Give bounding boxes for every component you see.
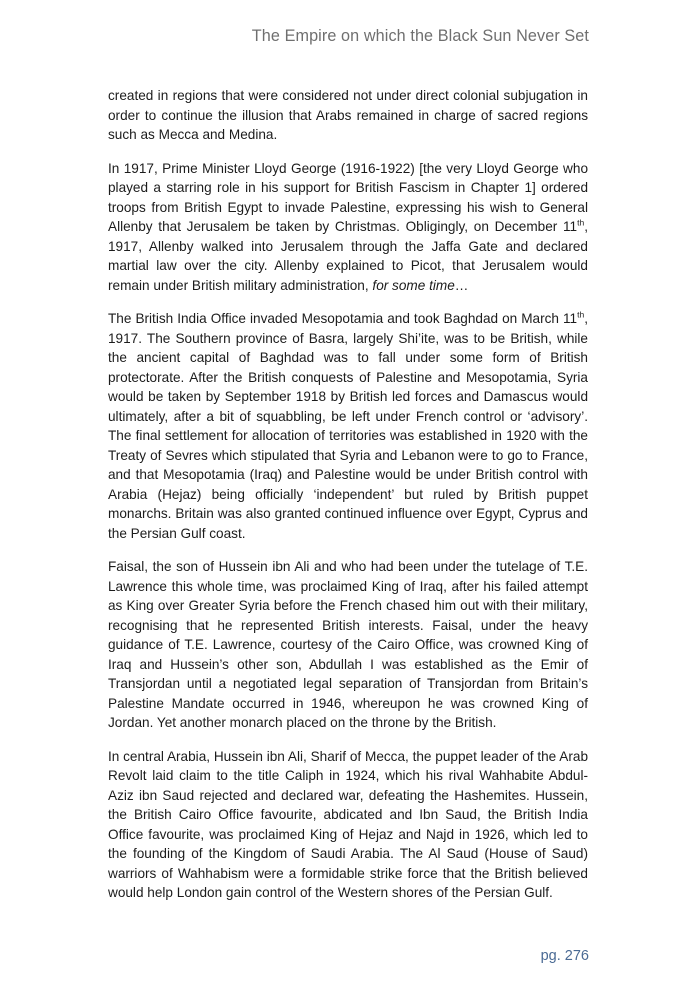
paragraph-1: created in regions that were considered not under direct colonial subjugation in order to continue the illusion that Arabs remained in charge of sacred regions such as Mecca and Medina. — [108, 88, 588, 142]
body-text — [108, 86, 588, 917]
ordinal-suffix: th — [577, 309, 585, 320]
paragraph-2-text-b: , 1917, Allenby walked into Jerusalem through the Jaffa Gate and declared martial law over the city. Allenby explained to Picot, that Jerusalem would remain under British military administration, — [108, 219, 588, 293]
paragraph-2-ellipsis: … — [454, 277, 469, 293]
ordinal-suffix: th — [577, 217, 585, 228]
paragraph-4: Faisal, the son of Hussein ibn Ali and who had been under the tutelage of T.E. Lawrence this whole time, was proclaimed King of Iraq, after his failed attempt as King over Greater Syria before the French chased him out with their military, recognising that he represented British interests. Faisal, under the heavy guidance of T.E. Lawrence, courtesy of the Cairo Office, was crowned King of Iraq and Hussein’s other son, Abdullah I was established as the Emir of Transjordan until a negotiated legal separation of Transjordan from Britain’s Palestine Mandate occurred in 1946, whereupon he was crowned King of Jordan. Yet another monarch placed on the throne by the British. — [108, 559, 588, 730]
paragraph-2-text-a: In 1917, Prime Minister Lloyd George (1916-1922) [the very Lloyd George who played a starring role in his support for British Fascism in Chapter 1] ordered troops from British Egypt to invade Palestine, expressing his wish to General Allenby that Jerusalem be taken by Christmas. Obligingly, on December 11 — [108, 160, 588, 234]
paragraph-3-text-a: The British India Office invaded Mesopotamia and took Baghdad on March 11 — [108, 311, 578, 326]
page-number: pg. 276 — [540, 948, 589, 964]
italic-phrase: for some time — [372, 277, 455, 293]
paragraph-2 — [108, 159, 588, 296]
paragraph-3-text-b: , 1917. The Southern province of Basra, largely Shi’ite, was to be British, while the ancient capital of Baghdad was to fall under some form of British protectorate. After the British conquests of Palestine and Mesopotamia, Syria would be taken by September 1918 by British led forces and Damascus would ultimately, after a bit of squabbling, be left under French control or ‘advisory’. The final settlement for allocation of territories was established in 1920 with the Treaty of Sevres which stipulated that Syria and Lebanon were to go to France, and that Mesopotamia (Iraq) and Palestine would be under British control with Arabia (Hejaz) being officially ‘independent’ but ruled by British puppet monarchs. Britain was also granted continued influence over Egypt, Cyprus and the Persian Gulf coast. — [108, 311, 588, 541]
paragraph-3 — [108, 309, 588, 543]
paragraph-5: In central Arabia, Hussein ibn Ali, Sharif of Mecca, the puppet leader of the Arab Revolt laid claim to the title Caliph in 1924, which his rival Wahhabite Abdul-Aziz ibn Saud rejected and declared war, defeating the Hashemites. Hussein, the British Cairo Office favourite, abdicated and Ibn Saud, the British India Office favourite, was proclaimed King of Hejaz and Najd in 1926, which led to the founding of the Kingdom of Saudi Arabia. The Al Saud (House of Saud) warriors of Wahhabism were a formidable strike force that the British believed would help London gain control of the Western shores of the Persian Gulf. — [108, 748, 588, 900]
running-header: The Empire on which the Black Sun Never Set — [251, 27, 589, 45]
